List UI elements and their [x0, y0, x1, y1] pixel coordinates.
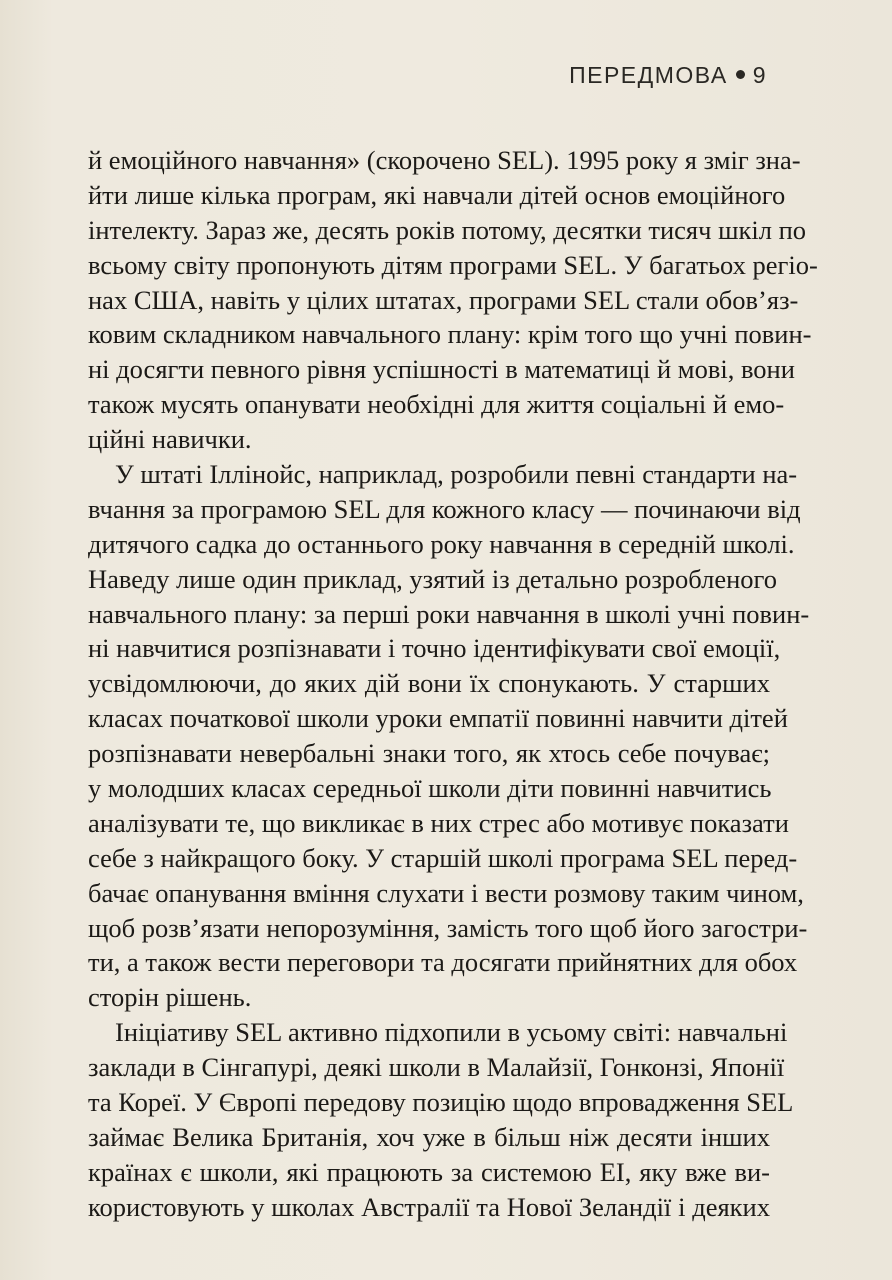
text-line: країнах є школи, які працюють за системою ЕІ, яку вже ви-: [88, 1156, 770, 1187]
text-line: усвідомлюючи, до яких дій вони їх спонукають. У старших: [88, 668, 770, 699]
text-line: вчання за програмою SEL для кожного класу — починаючи від: [88, 493, 801, 524]
text-line: сторін рішень.: [88, 982, 252, 1013]
text-line: інтелекту. Зараз же, десять років потому, десятки тисяч шкіл по: [88, 214, 806, 245]
text-line: заклади в Сінгапурі, деякі школи в Малайзії, Гонконзі, Японії: [88, 1052, 785, 1083]
section-title: ПЕРЕДМОВА: [569, 62, 728, 88]
paragraph: [88, 1015, 794, 1224]
text-line: ційні навички.: [88, 424, 252, 455]
text-line: ковим складником навчального плану: крім того що учні повин-: [88, 319, 812, 350]
text-line: Наведу лише один приклад, узятий із детально розробленого: [88, 563, 777, 594]
text-line: щоб розв’язати непорозуміння, замість того щоб його загостри-: [88, 912, 808, 943]
text-line: займає Велика Британія, хоч уже в більш ніж десяти інших: [88, 1121, 770, 1152]
page-number: 9: [752, 62, 767, 88]
body-text: [88, 143, 818, 1225]
paragraph: [88, 457, 810, 1015]
text-line: ні навчитися розпізнавати і точно ідентифікувати свої емоції,: [88, 633, 781, 664]
text-line: Ініціативу SEL активно підхопили в усьому світі: навчальні: [115, 1017, 788, 1048]
text-line: ні досягти певного рівня успішності в математиці й мові, вони: [88, 354, 795, 385]
text-line: дитячого садка до останнього року навчання в середній школі.: [88, 528, 795, 559]
text-line: аналізувати те, що викликає в них стрес або мотивує показати: [88, 807, 789, 838]
text-line: й емоційного навчання» (скорочено SEL). 1995 року я зміг зна-: [88, 145, 801, 175]
text-line: нах США, навіть у цілих штатах, програми SEL стали обов’яз-: [88, 284, 799, 315]
text-line: себе з найкращого боку. У старшій школі програма SEL перед-: [88, 842, 798, 873]
text-line: ти, а також вести переговори та досягати прийнятних для обох: [88, 947, 798, 978]
paragraph: [88, 143, 818, 457]
text-line: та Кореї. У Європі передову позицію щодо впровадження SEL: [88, 1087, 794, 1118]
text-line: всьому світу пропонують дітям програми SEL. У багатьох регіо-: [88, 249, 818, 280]
text-line: розпізнавати невербальні знаки того, як хтось себе почуває;: [88, 738, 770, 769]
text-line: також мусять опанувати необхідні для життя соціальні й емо-: [88, 389, 785, 420]
text-line: йти лише кілька програм, які навчали дітей основ емоційного: [88, 179, 786, 210]
text-line: навчального плану: за перші роки навчання в школі учні повин-: [88, 598, 810, 629]
bullet-dot-icon: [736, 70, 745, 79]
running-header: [569, 62, 767, 89]
text-line: У штаті Іллінойс, наприклад, розробили певні стандарти на-: [115, 459, 798, 490]
text-line: у молодших класах середньої школи діти повинні навчитись: [88, 773, 772, 804]
text-line: класах початкової школи уроки емпатії повинні навчити дітей: [88, 703, 788, 734]
text-line: користовують у школах Австралії та Нової Зеландії і деяких: [88, 1191, 770, 1222]
text-line: бачає опанування вміння слухати і вести розмову таким чином,: [88, 877, 804, 908]
